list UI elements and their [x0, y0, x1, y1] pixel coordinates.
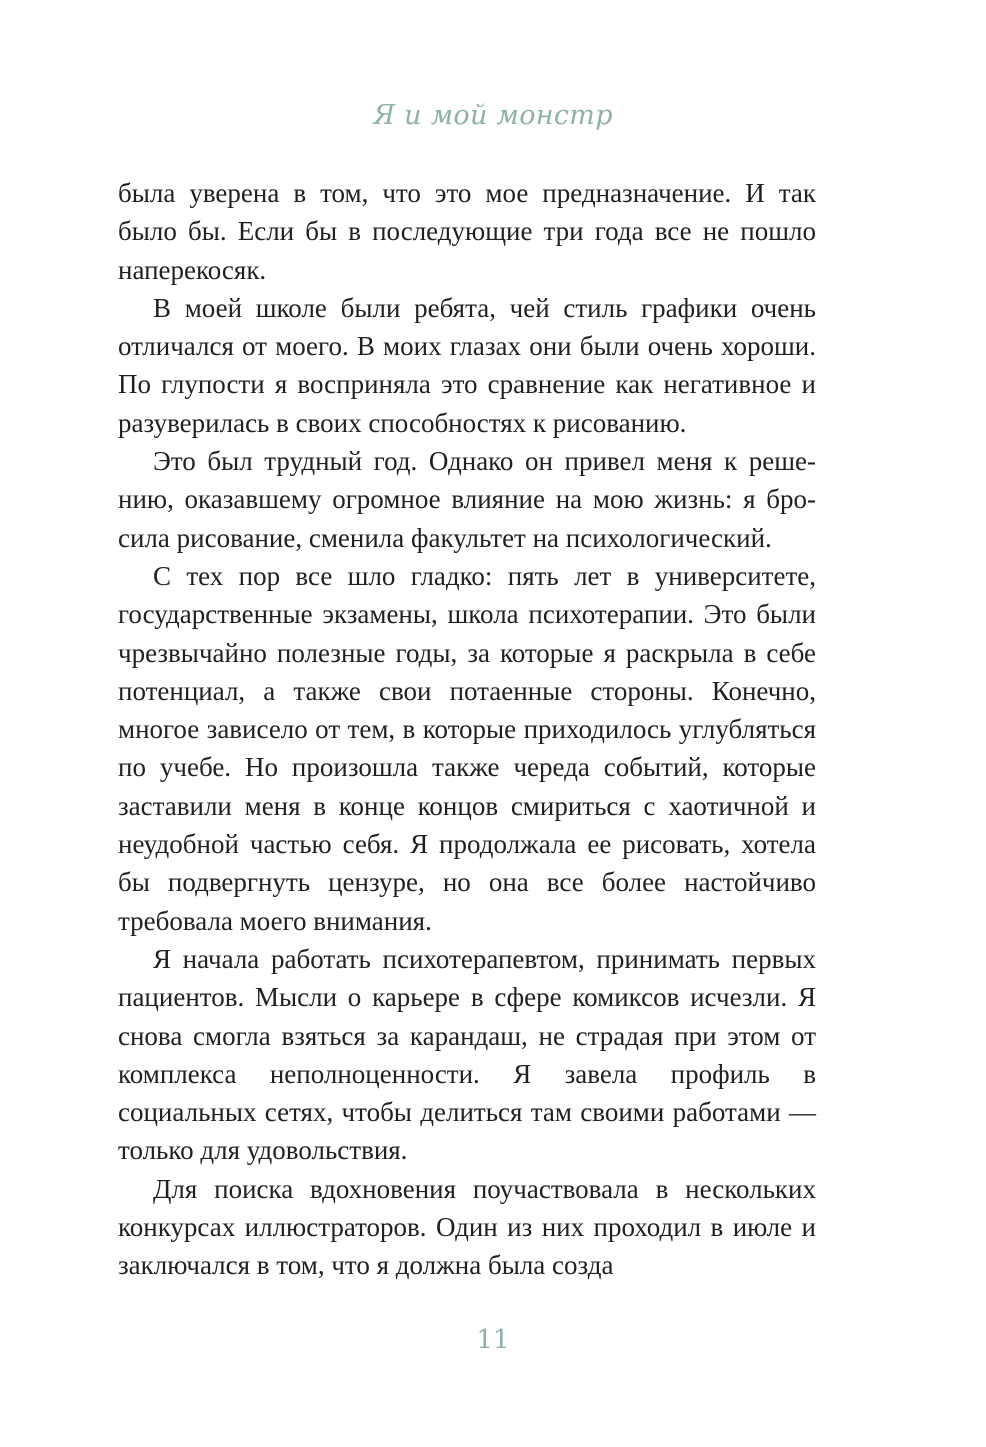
paragraph: была уверена в том, что это мое предназначение. И так было бы. Если бы в последующие три года все не пошло наперекосяк.: [118, 178, 816, 285]
paragraph: Для поиска вдохновения поучаствовала в нескольких конкурсах иллюстраторов. Один из них проходил в июле и заключался в том, что я должна была созда: [118, 1173, 816, 1281]
running-title: Я и мой монстр: [373, 100, 613, 131]
paragraph: В моей школе были ребята, чей стиль графики очень отличался от моего. В моих глазах они были очень хороши. По глупости я восприняла это сравнение как негативное и разуверилась в своих способностях к рисованию.: [118, 292, 816, 438]
body-text: [118, 174, 816, 1285]
paragraph: С тех пор все шло гладко: пять лет в университете, государственные экзамены, школа психотерапии. Это были чрезвычайно полезные годы, за которые я раскрыла в себе потенциал, а также свои потаенные стороны. Конечно, многое зависело от тем, в которые приходилось углубляться по учебе. Но произошла также череда событий, которые заставили меня в конце концов смириться с хаотичной и неудобной частью себя. Я продолжала ее рисовать, хотела бы подвергнуть цензуре, но она все более настойчиво требовала моего внимания.: [118, 560, 816, 936]
page-number: 11: [476, 1325, 510, 1355]
paragraph: Это был трудный год. Однако он привел меня к решению, оказавшему огромное влияние на мою жизнь: я бросила рисование, сменила факультет на психологический.: [118, 446, 816, 553]
paragraph: Я начала работать психотерапевтом, принимать первых пациентов. Мысли о карьере в сфере комиксов исчезли. Я снова смогла взяться за карандаш, не страдая при этом от комплекса неполноценности. Я завела профиль в социальных сетях, чтобы делиться там своими работами — только для удовольствия.: [118, 943, 816, 1166]
